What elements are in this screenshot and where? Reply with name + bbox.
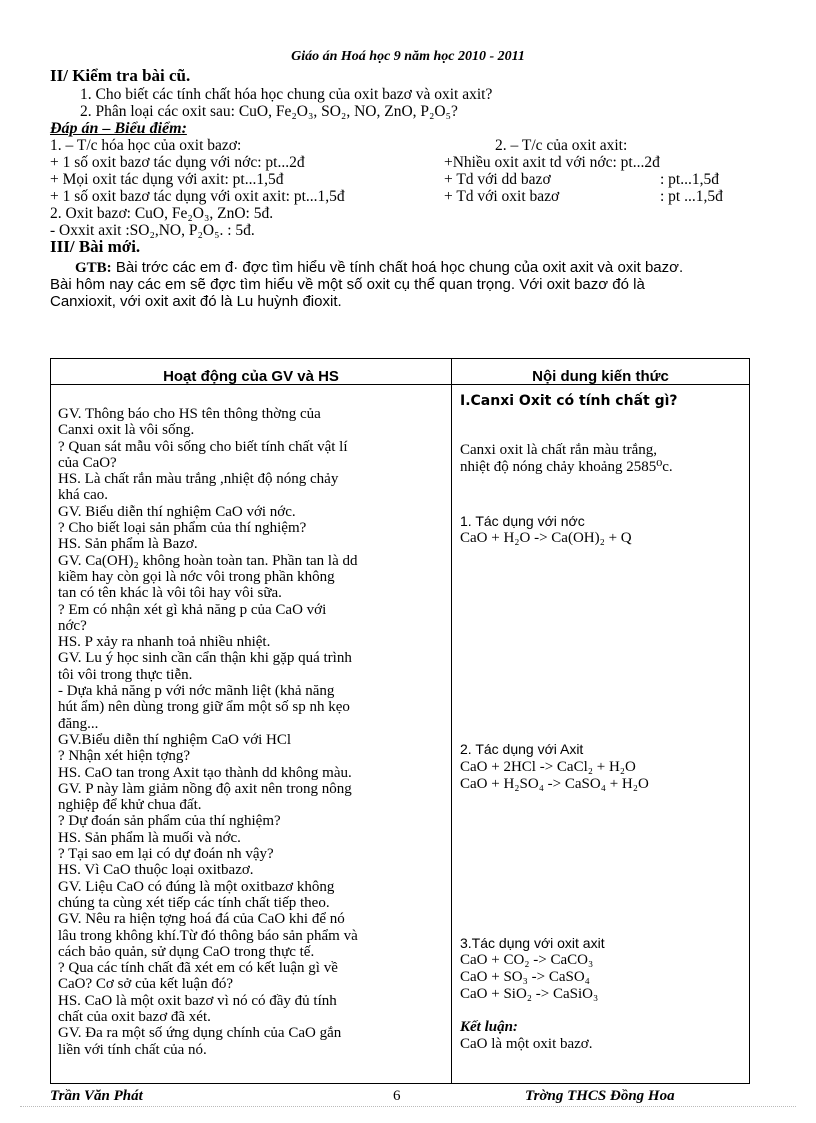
physical-property-line: nhiệt độ nóng chảy khoảng 2585⁰c.: [460, 459, 673, 475]
answer-right-line: + Td với oxit bazơ: [444, 188, 560, 205]
activity-line: HS. Sản phẩm là muối và nớc.: [58, 829, 241, 846]
equation: CaO + SO₃ -> CaSO₄: [460, 969, 590, 985]
physical-property-line: Canxi oxit là chất rắn màu trắng,: [460, 442, 658, 458]
activity-line: tan có tên khác là vôi tôi hay vôi sữa.: [58, 585, 282, 602]
page-header: Giáo án Hoá học 9 năm học 2010 - 2011: [291, 49, 525, 64]
conclusion-text: CaO là một oxit bazơ.: [460, 1036, 593, 1052]
answer-left-line: + 1 số oxit bazơ tác dụng với nớc: pt...2đ: [50, 154, 305, 171]
section-2-title: II/ Kiểm tra bài cũ.: [50, 66, 191, 85]
activity-line: GV.Biểu diễn thí nghiệm CaO với HCl: [58, 731, 292, 748]
answer-left-line: 2. Oxit bazơ: CuO, Fe₂O₃, ZnO: 5đ.: [50, 205, 274, 222]
activity-line: chúng ta cùng xét tiếp các tính chất tiếp theo.: [58, 894, 330, 911]
activity-line: CaO? Cơ sở của kết luận đó?: [58, 976, 233, 993]
gtb-text: Bài trớc các em đ· đợc tìm hiểu về tính chất hoá học chung của oxit axit và oxit bazơ.: [115, 259, 684, 276]
answer-right-line: 2. – T/c của oxit axit:: [495, 137, 628, 154]
activity-line: GV. P này làm giảm nồng độ axit nên trong nông: [58, 780, 352, 797]
footer-school: Trờng THCS Đồng Hoa: [525, 1088, 675, 1104]
equation: CaO + 2HCl -> CaCl₂ + H₂O: [460, 759, 636, 775]
activity-line: - Dựa khả năng p với nớc mãnh liệt (khả năng: [58, 683, 335, 700]
activity-line: HS. CaO tan trong Axit tạo thành dd không màu.: [58, 764, 352, 781]
property-3-title: 3.Tác dụng với oxit axit: [460, 935, 605, 951]
activity-line: HS. P xảy ra nhanh toả nhiều nhiệt.: [58, 634, 271, 651]
activity-line: HS. CaO là một oxit bazơ vì nó có đầy đủ tính: [58, 992, 337, 1009]
activity-line: GV. Biểu diễn thí nghiệm CaO với nớc.: [58, 503, 296, 520]
activity-line: ? Qua các tính chất đã xét em có kết luận gì về: [58, 960, 338, 977]
footer-dotted-line: [20, 1106, 796, 1107]
activity-line: ? Cho biết loại sản phẩm của thí nghiệm?: [58, 520, 307, 537]
page-number: 6: [393, 1088, 401, 1104]
activity-line: ? Quan sát mẫu vôi sống cho biết tính chất vật lí: [58, 438, 348, 455]
answer-right-points: : pt...1,5đ: [660, 171, 719, 188]
activity-line: nớc?: [58, 617, 87, 634]
activity-line: HS. Là chất rắn màu trắng ,nhiệt độ nóng chảy: [58, 471, 339, 488]
activity-line: HS. Sản phẩm là Bazơ.: [58, 536, 198, 553]
activity-line: hút ẩm) nên dùng trong giữ ẩm một số sp nh kẹo: [58, 699, 350, 716]
activity-line: ? Em có nhận xét gì khả năng p của CaO với: [58, 601, 327, 618]
gtb-line-2: Bài hôm nay các em sẽ đợc tìm hiểu về một số oxit cụ thể quan trọng. Với oxit bazơ đó là: [50, 276, 645, 293]
equation: CaO + SiO₂ -> CaSiO₃: [460, 986, 599, 1002]
activity-line: tôi vôi trong thực tiễn.: [58, 666, 193, 683]
activity-line: của CaO?: [58, 454, 117, 471]
equation: CaO + H₂O -> Ca(OH)₂ + Q: [460, 530, 632, 546]
activity-line: liền với tính chất của nó.: [58, 1041, 207, 1058]
activity-line: GV. Liệu CaO có đúng là một oxitbazơ không: [58, 878, 335, 895]
activity-line: GV. Đa ra một số ứng dụng chính của CaO gắn: [58, 1025, 342, 1042]
equation: CaO + CO₂ -> CaCO₃: [460, 952, 594, 968]
gtb-line-3: Canxioxit, với oxit axit đó là Lu huỳnh đioxit.: [50, 293, 342, 310]
activity-line: GV. Nêu ra hiện tợng hoá đá của CaO khi để nó: [58, 911, 345, 928]
activity-line: đăng...: [58, 715, 99, 732]
table-header-left: Hoạt động của GV và HS: [163, 368, 339, 385]
activity-line: ? Tại sao em lại có dự đoán nh vậy?: [58, 846, 274, 863]
activity-line: HS. Vì CaO thuộc loại oxitbazơ.: [58, 862, 254, 879]
question-2: 2. Phân loại các oxit sau: CuO, Fe₂O₃, SO₂, NO, ZnO, P₂O₅?: [80, 103, 458, 120]
activity-line: ? Dự đoán sản phẩm của thí nghiệm?: [58, 813, 281, 830]
activity-line: lâu trong không khí.Từ đó thông báo sản phẩm và: [58, 927, 358, 944]
activity-line: chất của oxit bazơ đã xét.: [58, 1008, 211, 1025]
answer-left-line: - Oxxit axit :SO₂,NO, P₂O₅. : 5đ.: [50, 222, 255, 239]
content-heading: I.Canxi Oxit có tính chất gì?: [460, 393, 678, 409]
gtb-line-1: [75, 260, 683, 277]
activity-line: GV. Thông báo cho HS tên thông thờng của: [58, 406, 321, 422]
answer-right-line: + Td với dd bazơ: [444, 171, 551, 188]
activity-line: GV. Ca(OH)₂ không hoàn toàn tan. Phần tan là dd: [58, 552, 358, 569]
activity-line: Canxi oxit là vôi sống.: [58, 422, 195, 439]
property-1-title: 1. Tác dụng với nớc: [460, 513, 585, 529]
equation: CaO + H₂SO₄ -> CaSO₄ + H₂O: [460, 776, 649, 792]
property-2-title: 2. Tác dụng với Axit: [460, 741, 584, 757]
answer-right-line: +Nhiều oxit axit td với nớc: pt...2đ: [444, 154, 660, 171]
answer-left-line: 1. – T/c hóa học của oxit bazơ:: [50, 137, 242, 154]
gtb-label: GTB:: [75, 260, 112, 276]
activity-line: GV. Lu ý học sinh cần cẩn thận khi gặp quá trình: [58, 650, 352, 667]
activity-line: nghiệp để khử chua đất.: [58, 797, 202, 814]
answer-left-line: + Mọi oxit tác dụng với axit: pt...1,5đ: [50, 171, 284, 188]
footer-author: Trần Văn Phát: [50, 1088, 143, 1104]
activity-line: ? Nhận xét hiện tợng?: [58, 748, 191, 765]
question-1: 1. Cho biết các tính chất hóa học chung của oxit bazơ và oxit axit?: [80, 86, 493, 103]
activity-line: khá cao.: [58, 487, 108, 504]
activity-line: cách bảo quản, sử dụng CaO trong thực tế.: [58, 943, 315, 960]
section-3-title: III/ Bài mới.: [50, 237, 141, 256]
answer-right-points: : pt ...1,5đ: [660, 188, 723, 205]
table-header-right: Nội dung kiến thức: [532, 368, 669, 385]
activity-line: kiềm hay còn gọi là nớc vôi trong phần không: [58, 568, 335, 585]
answer-title: Đáp án – Biểu điểm:: [50, 120, 187, 137]
activity-column-text: [58, 406, 448, 1058]
conclusion-title: Kết luận:: [460, 1019, 518, 1035]
answer-left-line: + 1 số oxit bazơ tác dụng với oxit axit: pt...1,5đ: [50, 188, 345, 205]
